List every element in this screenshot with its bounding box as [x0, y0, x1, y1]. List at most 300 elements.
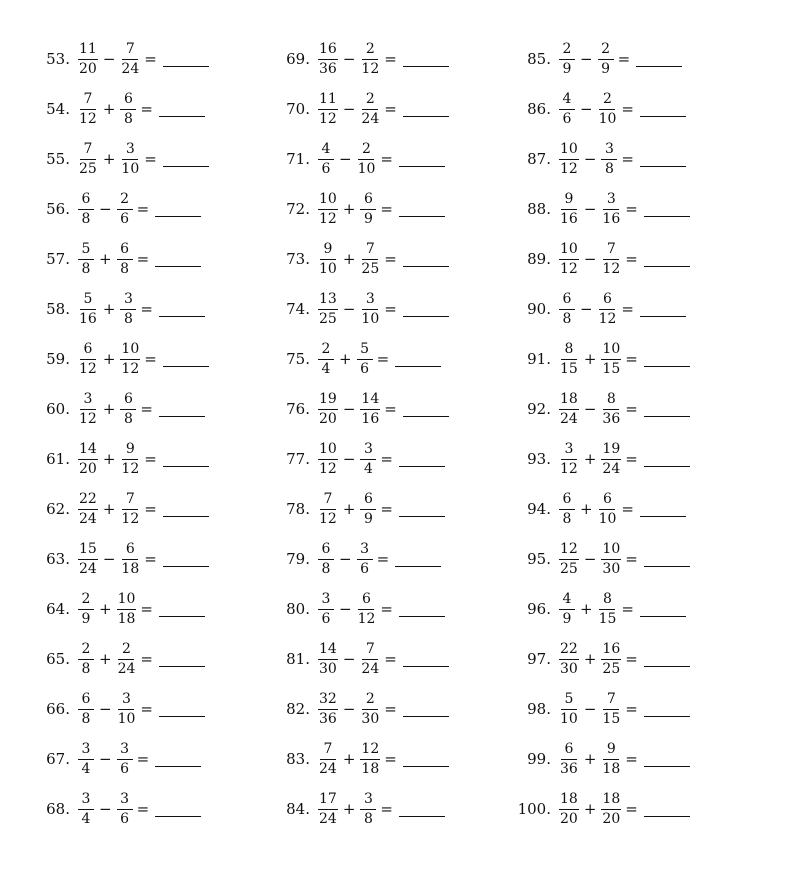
- answer-blank[interactable]: [159, 602, 205, 617]
- numerator: 7: [122, 492, 138, 510]
- answer-blank[interactable]: [403, 102, 449, 117]
- answer-blank[interactable]: [644, 652, 690, 667]
- denominator: 10: [319, 260, 337, 277]
- fraction: [78, 442, 98, 476]
- answer-blank[interactable]: [159, 302, 205, 317]
- numerator: 9: [561, 192, 577, 210]
- fraction: [120, 492, 140, 526]
- fraction: [601, 792, 621, 826]
- answer-blank[interactable]: [644, 252, 690, 267]
- numerator: 4: [559, 92, 575, 110]
- problem-item: [40, 234, 209, 284]
- problem-number: 82.: [286, 700, 310, 718]
- problem-number: 90.: [527, 300, 551, 318]
- numerator: 16: [601, 642, 621, 660]
- denominator: 15: [602, 710, 621, 727]
- answer-blank[interactable]: [155, 202, 201, 217]
- operator: +: [102, 100, 116, 118]
- operator: −: [102, 550, 116, 568]
- answer-blank[interactable]: [399, 802, 445, 817]
- denominator: 12: [121, 510, 140, 527]
- problem-number: 98.: [527, 700, 551, 718]
- denominator: 9: [81, 610, 91, 627]
- numerator: 8: [603, 392, 619, 410]
- denominator: 12: [560, 460, 578, 477]
- denominator: 9: [363, 510, 373, 527]
- problem-number: 61.: [46, 450, 70, 468]
- operator: −: [342, 700, 356, 718]
- operator: +: [342, 750, 356, 768]
- numerator: 8: [599, 592, 615, 610]
- fraction: [117, 742, 133, 776]
- fraction: [559, 792, 579, 826]
- numerator: 7: [362, 242, 378, 260]
- problem-number: 56.: [46, 200, 70, 218]
- answer-blank[interactable]: [403, 702, 449, 717]
- operator: −: [99, 750, 112, 768]
- denominator: 6: [120, 810, 130, 827]
- problem-number: 83.: [286, 750, 310, 768]
- answer-blank[interactable]: [640, 302, 686, 317]
- equals-sign: =: [380, 800, 393, 818]
- operator: +: [102, 300, 116, 318]
- operator: −: [342, 400, 356, 418]
- numerator: 16: [318, 42, 338, 60]
- equals-sign: =: [625, 200, 638, 218]
- denominator: 6: [360, 560, 370, 577]
- answer-blank[interactable]: [403, 252, 449, 267]
- fraction: [601, 142, 617, 176]
- problem-number: 94.: [527, 500, 551, 518]
- answer-blank[interactable]: [640, 602, 686, 617]
- denominator: 8: [123, 410, 133, 427]
- denominator: 4: [321, 360, 331, 377]
- answer-blank[interactable]: [163, 502, 209, 517]
- denominator: 6: [321, 610, 331, 627]
- denominator: 25: [602, 660, 621, 677]
- problem-item: [515, 384, 690, 434]
- numerator: 2: [78, 592, 94, 610]
- answer-blank[interactable]: [403, 652, 449, 667]
- answer-blank[interactable]: [163, 152, 209, 167]
- equals-sign: =: [384, 300, 397, 318]
- equals-sign: =: [617, 50, 631, 68]
- denominator: 10: [117, 710, 136, 727]
- problem-item: [40, 84, 209, 134]
- operator: −: [102, 50, 116, 68]
- denominator: 25: [319, 310, 337, 327]
- numerator: 3: [362, 292, 378, 310]
- denominator: 25: [361, 260, 380, 277]
- operator: +: [580, 600, 593, 618]
- equals-sign: =: [625, 400, 638, 418]
- operator: −: [99, 700, 112, 718]
- denominator: 16: [361, 410, 380, 427]
- operator: +: [99, 600, 112, 618]
- answer-blank[interactable]: [399, 152, 445, 167]
- numerator: 3: [78, 742, 94, 760]
- problem-item: [280, 84, 449, 134]
- numerator: 2: [362, 42, 378, 60]
- denominator: 6: [120, 210, 130, 227]
- fraction: [559, 492, 575, 526]
- fraction: [117, 192, 133, 226]
- denominator: 12: [79, 360, 97, 377]
- problem-number: 85.: [527, 50, 551, 68]
- fraction: [601, 392, 621, 426]
- fraction: [120, 292, 136, 326]
- answer-blank[interactable]: [644, 552, 690, 567]
- operator: +: [99, 250, 112, 268]
- fraction: [559, 392, 579, 426]
- denominator: 8: [81, 260, 91, 277]
- denominator: 12: [357, 610, 376, 627]
- answer-blank[interactable]: [155, 252, 201, 267]
- fraction: [559, 542, 579, 576]
- problem-item: [40, 384, 209, 434]
- denominator: 10: [357, 160, 376, 177]
- operator: −: [583, 400, 597, 418]
- denominator: 24: [117, 660, 136, 677]
- operator: +: [583, 450, 597, 468]
- fraction: [360, 692, 380, 726]
- answer-blank[interactable]: [644, 702, 690, 717]
- answer-blank[interactable]: [644, 802, 690, 817]
- answer-blank[interactable]: [399, 202, 445, 217]
- fraction: [360, 742, 380, 776]
- fraction: [559, 42, 575, 76]
- problem-item: [515, 484, 690, 534]
- operator: +: [342, 800, 356, 818]
- equals-sign: =: [625, 350, 638, 368]
- answer-blank[interactable]: [163, 52, 209, 67]
- operator: −: [580, 100, 593, 118]
- problem-item: [280, 584, 449, 634]
- numerator: 2: [599, 92, 615, 110]
- fraction: [117, 242, 133, 276]
- operator: −: [342, 50, 356, 68]
- fraction: [117, 642, 137, 676]
- problem-number: 81.: [286, 650, 310, 668]
- denominator: 24: [319, 810, 337, 827]
- denominator: 6: [562, 110, 572, 127]
- numerator: 6: [599, 492, 615, 510]
- answer-blank[interactable]: [644, 352, 690, 367]
- denominator: 36: [560, 760, 578, 777]
- denominator: 12: [598, 310, 617, 327]
- equals-sign: =: [136, 750, 150, 768]
- fraction: [598, 292, 618, 326]
- denominator: 8: [562, 310, 572, 327]
- problem-number: 55.: [46, 150, 70, 168]
- fraction: [78, 92, 98, 126]
- equals-sign: =: [140, 100, 153, 118]
- numerator: 3: [80, 392, 96, 410]
- problem-item: [280, 484, 449, 534]
- equals-sign: =: [380, 150, 393, 168]
- numerator: 19: [601, 442, 621, 460]
- problem-number: 70.: [286, 100, 310, 118]
- denominator: 9: [363, 210, 373, 227]
- equals-sign: =: [380, 200, 393, 218]
- fraction: [601, 742, 621, 776]
- answer-blank[interactable]: [155, 802, 201, 817]
- operator: −: [583, 250, 597, 268]
- denominator: 18: [117, 610, 136, 627]
- fraction: [360, 242, 380, 276]
- numerator: 9: [320, 242, 336, 260]
- equals-sign: =: [140, 600, 153, 618]
- problem-item: [40, 334, 209, 384]
- problem-item: [40, 584, 209, 634]
- answer-blank[interactable]: [644, 452, 690, 467]
- denominator: 24: [79, 510, 97, 527]
- problem-item: [40, 684, 209, 734]
- fraction: [318, 542, 334, 576]
- numerator: 7: [80, 142, 96, 160]
- fraction: [601, 342, 621, 376]
- equals-sign: =: [144, 350, 157, 368]
- numerator: 10: [117, 592, 137, 610]
- problem-number: 97.: [527, 650, 551, 668]
- numerator: 6: [559, 292, 575, 310]
- fraction: [120, 42, 140, 76]
- problem-item: [40, 784, 209, 834]
- answer-blank[interactable]: [395, 552, 441, 567]
- equals-sign: =: [625, 450, 638, 468]
- denominator: 8: [123, 310, 133, 327]
- fraction: [360, 392, 380, 426]
- problem-number: 59.: [46, 350, 70, 368]
- fraction: [360, 192, 376, 226]
- problem-item: [515, 184, 690, 234]
- problem-item: [515, 784, 690, 834]
- fraction: [601, 642, 621, 676]
- problem-item: [40, 284, 209, 334]
- numerator: 6: [360, 492, 376, 510]
- fraction: [78, 392, 98, 426]
- problem-number: 88.: [527, 200, 551, 218]
- answer-blank[interactable]: [403, 752, 449, 767]
- fraction: [120, 342, 140, 376]
- numerator: 2: [358, 142, 374, 160]
- numerator: 3: [360, 442, 376, 460]
- answer-blank[interactable]: [640, 152, 686, 167]
- fraction: [120, 392, 136, 426]
- problem-item: [515, 334, 690, 384]
- numerator: 3: [357, 542, 373, 560]
- operator: +: [102, 400, 116, 418]
- problem-number: 60.: [46, 400, 70, 418]
- answer-blank[interactable]: [636, 52, 682, 67]
- denominator: 36: [319, 710, 337, 727]
- fraction: [78, 242, 94, 276]
- denominator: 8: [562, 510, 572, 527]
- numerator: 7: [320, 492, 336, 510]
- denominator: 15: [560, 360, 578, 377]
- numerator: 3: [360, 792, 376, 810]
- fraction: [78, 342, 98, 376]
- fraction: [120, 92, 136, 126]
- denominator: 16: [79, 310, 97, 327]
- denominator: 12: [560, 160, 578, 177]
- denominator: 20: [319, 410, 337, 427]
- answer-blank[interactable]: [403, 302, 449, 317]
- numerator: 19: [318, 392, 338, 410]
- problem-number: 57.: [46, 250, 70, 268]
- operator: +: [102, 350, 116, 368]
- equals-sign: =: [144, 500, 157, 518]
- answer-blank[interactable]: [403, 52, 449, 67]
- problem-item: [515, 234, 690, 284]
- fraction: [559, 442, 579, 476]
- fraction: [360, 492, 376, 526]
- denominator: 6: [120, 760, 130, 777]
- fraction: [601, 692, 621, 726]
- fraction: [117, 792, 133, 826]
- fraction: [78, 42, 98, 76]
- problem-number: 93.: [527, 450, 551, 468]
- problem-number: 74.: [286, 300, 310, 318]
- numerator: 5: [78, 242, 94, 260]
- problem-number: 99.: [527, 750, 551, 768]
- answer-blank[interactable]: [640, 502, 686, 517]
- answer-blank[interactable]: [644, 202, 690, 217]
- denominator: 12: [121, 360, 140, 377]
- operator: +: [583, 650, 597, 668]
- answer-blank[interactable]: [159, 102, 205, 117]
- problem-number: 80.: [286, 600, 310, 618]
- equals-sign: =: [384, 50, 397, 68]
- numerator: 6: [599, 292, 615, 310]
- problem-item: [515, 34, 690, 84]
- denominator: 30: [361, 710, 380, 727]
- fraction: [559, 242, 579, 276]
- problem-number: 63.: [46, 550, 70, 568]
- equals-sign: =: [144, 150, 157, 168]
- fraction: [601, 442, 621, 476]
- equals-sign: =: [384, 700, 397, 718]
- numerator: 3: [78, 792, 94, 810]
- numerator: 6: [559, 492, 575, 510]
- fraction: [360, 642, 380, 676]
- problem-number: 79.: [286, 550, 310, 568]
- operator: +: [583, 750, 597, 768]
- fraction: [559, 742, 579, 776]
- fraction: [559, 192, 579, 226]
- numerator: 15: [78, 542, 98, 560]
- answer-blank[interactable]: [399, 602, 445, 617]
- fraction: [598, 92, 618, 126]
- problem-item: [515, 284, 690, 334]
- numerator: 6: [120, 392, 136, 410]
- numerator: 18: [559, 392, 579, 410]
- denominator: 25: [79, 160, 97, 177]
- denominator: 24: [121, 60, 140, 77]
- denominator: 25: [560, 560, 578, 577]
- answer-blank[interactable]: [399, 452, 445, 467]
- fraction: [78, 792, 94, 826]
- numerator: 6: [318, 542, 334, 560]
- answer-blank[interactable]: [395, 352, 441, 367]
- answer-blank[interactable]: [644, 402, 690, 417]
- answer-blank[interactable]: [159, 702, 205, 717]
- denominator: 16: [560, 210, 578, 227]
- problem-number: 58.: [46, 300, 70, 318]
- denominator: 8: [604, 160, 614, 177]
- numerator: 14: [360, 392, 380, 410]
- numerator: 7: [603, 242, 619, 260]
- problem-column-3: [515, 34, 690, 834]
- numerator: 2: [117, 192, 133, 210]
- fraction: [559, 92, 575, 126]
- fraction: [360, 292, 380, 326]
- equals-sign: =: [140, 650, 153, 668]
- problem-item: [280, 184, 449, 234]
- equals-sign: =: [621, 500, 634, 518]
- numerator: 18: [601, 792, 621, 810]
- denominator: 12: [602, 260, 621, 277]
- problem-item: [515, 434, 690, 484]
- equals-sign: =: [384, 750, 397, 768]
- fraction: [601, 242, 621, 276]
- answer-blank[interactable]: [399, 502, 445, 517]
- fraction: [598, 42, 614, 76]
- fraction: [318, 342, 334, 376]
- answer-blank[interactable]: [163, 452, 209, 467]
- fraction: [559, 642, 579, 676]
- denominator: 30: [560, 660, 578, 677]
- problem-number: 69.: [286, 50, 310, 68]
- answer-blank[interactable]: [644, 752, 690, 767]
- fraction: [318, 242, 338, 276]
- fraction: [318, 292, 338, 326]
- equals-sign: =: [376, 350, 390, 368]
- numerator: 2: [78, 642, 94, 660]
- numerator: 4: [318, 142, 334, 160]
- denominator: 18: [361, 760, 380, 777]
- fraction: [601, 192, 621, 226]
- answer-blank[interactable]: [163, 552, 209, 567]
- denominator: 36: [602, 410, 621, 427]
- answer-blank[interactable]: [640, 102, 686, 117]
- numerator: 2: [559, 42, 575, 60]
- operator: −: [99, 200, 112, 218]
- equals-sign: =: [140, 400, 153, 418]
- answer-blank[interactable]: [163, 352, 209, 367]
- operator: −: [342, 450, 356, 468]
- answer-blank[interactable]: [403, 402, 449, 417]
- operator: −: [580, 50, 593, 68]
- numerator: 9: [122, 442, 138, 460]
- problem-number: 54.: [46, 100, 70, 118]
- operator: −: [583, 200, 597, 218]
- answer-blank[interactable]: [155, 752, 201, 767]
- problem-number: 71.: [286, 150, 310, 168]
- problem-number: 84.: [286, 800, 310, 818]
- problem-item: [280, 384, 449, 434]
- denominator: 36: [319, 60, 337, 77]
- equals-sign: =: [376, 550, 390, 568]
- denominator: 20: [79, 60, 97, 77]
- problem-number: 92.: [527, 400, 551, 418]
- fraction: [78, 692, 94, 726]
- denominator: 12: [319, 110, 337, 127]
- fraction: [318, 692, 338, 726]
- fraction: [117, 592, 137, 626]
- answer-blank[interactable]: [159, 402, 205, 417]
- answer-blank[interactable]: [159, 652, 205, 667]
